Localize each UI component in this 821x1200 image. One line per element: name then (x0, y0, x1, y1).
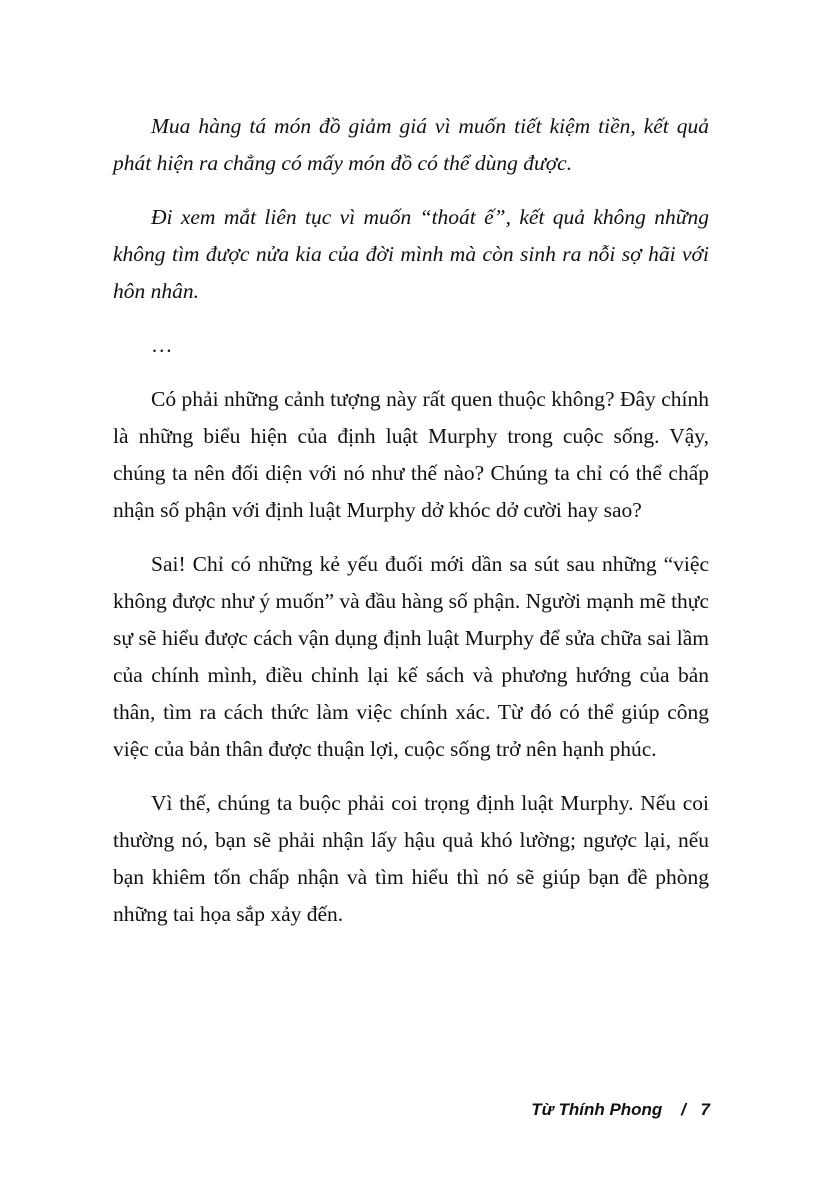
paragraph-body-3: Vì thế, chúng ta buộc phải coi trọng định luật Murphy. Nếu coi thường nó, bạn sẽ phải nhận lấy hậu quả khó lường; ngược lại, nếu bạn khiêm tốn chấp nhận và tìm hiểu thì nó sẽ giúp bạn đề phòng những tai họa sắp xảy đến. (113, 791, 709, 926)
text-column (113, 108, 709, 950)
page-number: 7 (700, 1100, 710, 1119)
footer-separator: / (681, 1100, 686, 1119)
paragraph-italic-2: Đi xem mắt liên tục vì muốn “thoát ế”, kết quả không những không tìm được nửa kia của đời mình mà còn sinh ra nỗi sợ hãi với hôn nhân. (113, 205, 709, 303)
paragraph-body-1: Có phải những cảnh tượng này rất quen thuộc không? Đây chính là những biểu hiện của định luật Murphy trong cuộc sống. Vậy, chúng ta nên đối diện với nó như thế nào? Chúng ta chỉ có thể chấp nhận số phận với định luật Murphy dở khóc dở cười hay sao? (113, 387, 709, 522)
page-footer (531, 1100, 710, 1120)
paragraph-ellipsis: … (151, 333, 175, 357)
running-title: Từ Thính Phong (531, 1100, 663, 1119)
paragraph-italic-1: Mua hàng tá món đồ giảm giá vì muốn tiết kiệm tiền, kết quả phát hiện ra chẳng có mấy món đồ có thể dùng được. (113, 114, 709, 175)
paragraph-body-2: Sai! Chỉ có những kẻ yếu đuối mới dần sa sút sau những “việc không được như ý muốn” và đầu hàng số phận. Người mạnh mẽ thực sự sẽ hiểu được cách vận dụng định luật Murphy để sửa chữa sai lầm của chính mình, điều chỉnh lại kế sách và phương hướng của bản thân, tìm ra cách thức làm việc chính xác. Từ đó có thể giúp công việc của bản thân được thuận lợi, cuộc sống trở nên hạnh phúc. (113, 552, 709, 761)
